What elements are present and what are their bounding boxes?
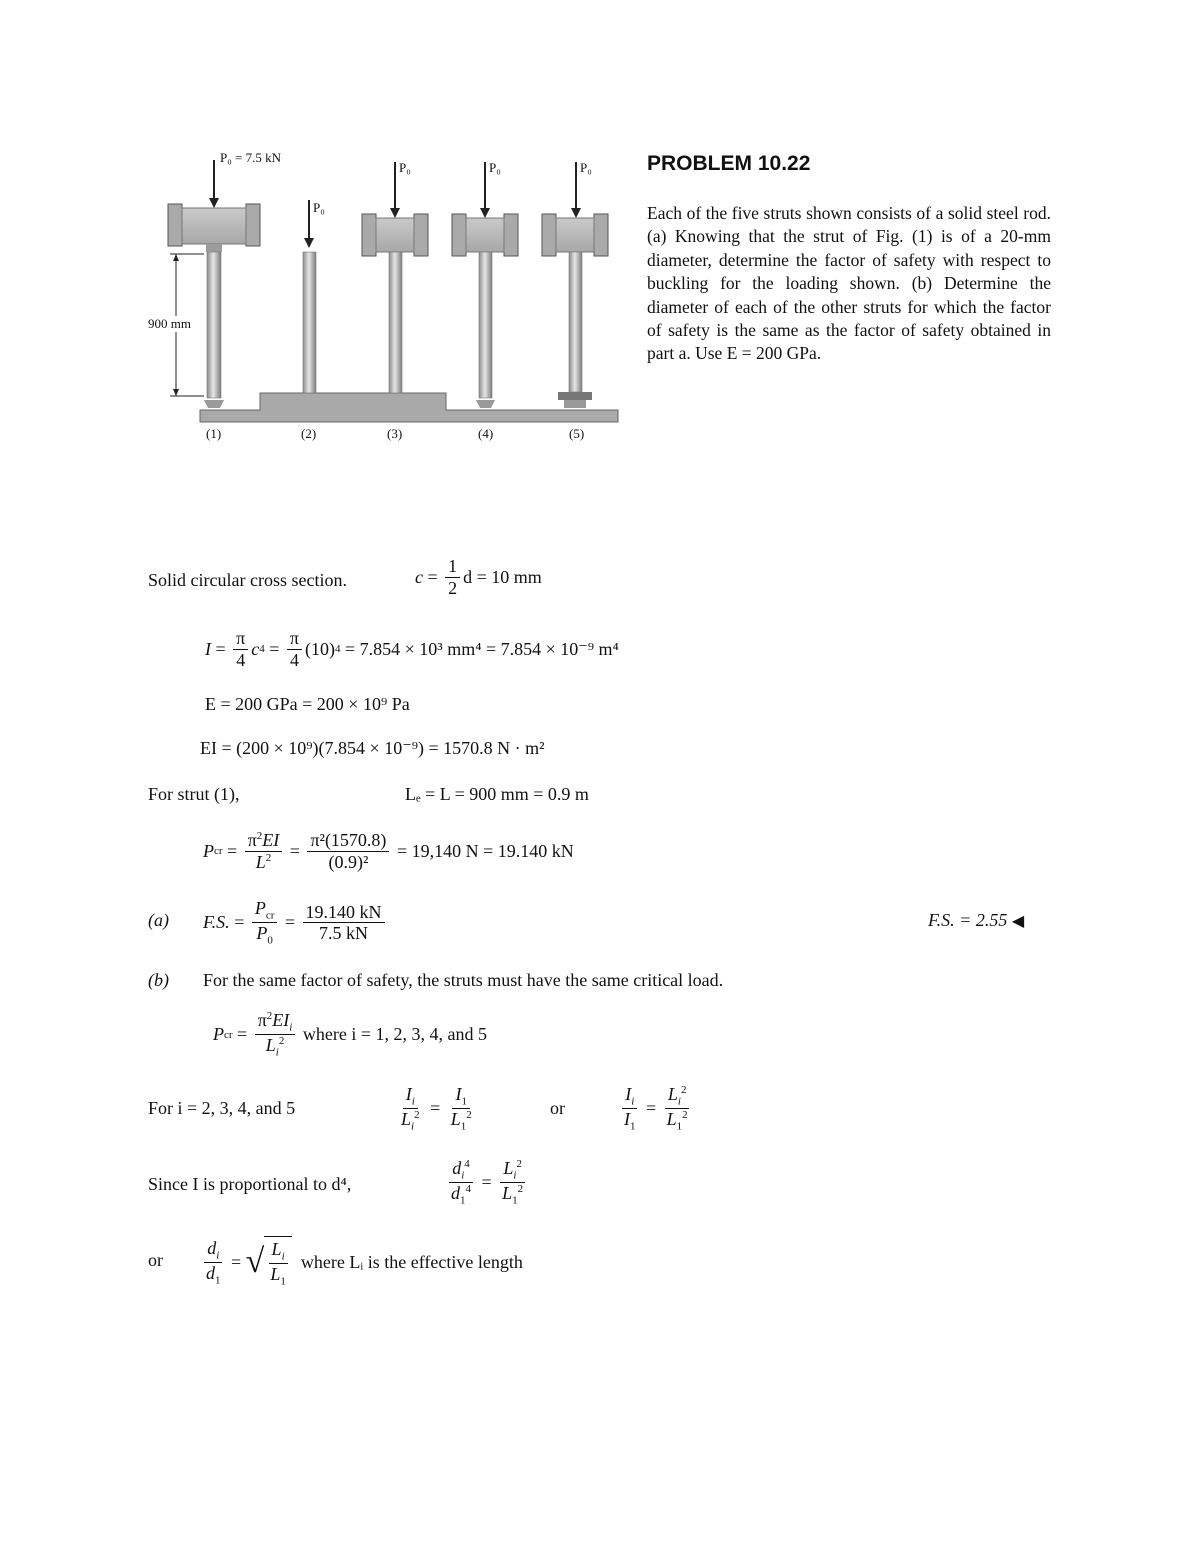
fs-answer-text: F.S. = 2.55 [928,910,1008,930]
strut1-label: For strut (1), [148,784,240,804]
Pcr-den: (0.9)² [328,851,369,872]
strut-number-2: (2) [301,426,317,441]
load-label-2: P₀ [313,200,325,215]
strut-3 [362,162,428,393]
dimension-label: 900 mm [148,316,191,331]
where-L: where Lᵢ is the effective length [300,1251,523,1272]
EI-line: EI = (200 × 10⁹)(7.854 × 10⁻⁹) = 1570.8 N · m² [200,738,545,758]
load-label-1: P₀ = 7.5 kN [220,150,281,165]
strut-number-5: (5) [569,426,585,441]
fs-den: 7.5 kN [319,923,369,944]
fs-equation: F.S. = $\frac{P_{cr}}{P_0}$ = $\frac{19.140 kN}{7.5 kN}$ [203,898,388,947]
ratio-equation-2: $\frac{I_i}{I_1}$ = $\frac{L_i^2}{L_1^2}$ [624,1084,688,1133]
part-a-label: (a) [148,910,169,930]
or-label-2: or [148,1250,163,1270]
ground-base [200,393,618,422]
Pcr-general-equation: P cr = $\frac{\pi^2EI_i}{L_i^2}$ where i = 1, 2, 3, 4, and 5 [213,1010,487,1059]
struts-figure [140,140,620,450]
strut-5 [542,162,608,408]
part-b-label: (b) [148,970,169,990]
section-label: Solid circular cross section. [148,570,347,590]
strut-number-3: (3) [387,426,403,441]
strut-4 [452,162,518,408]
I-equation: I = $\frac{\pi}{4}$ c 4 = $\frac{\pi}{4}$ (10) 4 = 7.854 × 10³ mm⁴ = 7.854 × 10⁻⁹ m⁴ [205,628,619,670]
ratio-equation-1: $\frac{I_i}{L_i^2}$ = $\frac{I_1}{L_1^2}$ [401,1084,472,1133]
d-ratio-equation: $\frac{d_i}{d_1}$ = √ $\frac{L_i}{L_1}$ where Lᵢ is the effective length [206,1237,523,1288]
strut-1 [168,160,260,408]
guide-right-1 [246,204,260,246]
answer-marker-icon: ◀ [1011,912,1025,930]
where-i: where i = 1, 2, 3, 4, and 5 [302,1024,487,1045]
Pcr-result: = 19,140 N = 19.140 kN [396,840,574,861]
since-label: Since I is proportional to d⁴, [148,1174,352,1194]
strut-number-1: (1) [206,426,222,441]
guide-left-1 [168,204,182,246]
load-label-4: P₀ [489,160,501,175]
strut-2 [303,200,316,393]
problem-title: PROBLEM 10.22 [647,152,811,175]
Pcr-num: π²(1570.8) [307,830,389,852]
E-line: E = 200 GPa = 200 × 10⁹ Pa [205,694,410,714]
problem-statement: Each of the five struts shown consists of a solid steel rod. (a) Knowing that the strut of Fig. (1) is of a 20-mm diameter, determine the factor of safety with respect to buckling for the loading shown. (b) Determine the diameter of each of the other struts for which the factor of safety is the same as the factor of safety obtained in part a. Use E = 200 GPa. [647,203,1051,364]
c-rhs: d = 10 mm [463,566,542,587]
fs-answer [928,910,1024,931]
d4-equation: $\frac{d_i^4}{d_1^4}$ = $\frac{L_i^2}{L_1^2}$ [451,1158,524,1207]
c-equation: c = $\frac{1}{2}$ d = 10 mm [415,556,542,598]
fs-num: 19.140 kN [303,902,385,924]
load-label-3: P₀ [399,160,411,175]
load-label-5: P₀ [580,160,592,175]
strut-number-4: (4) [478,426,494,441]
or-label-1: or [550,1098,565,1118]
for-i-label: For i = 2, 3, 4, and 5 [148,1098,296,1118]
Pcr-equation: P cr = $\frac{\pi^2EI}{L^2}$ = $\frac{\text{π²(1570.8)}}{\text{(0.9)²}}$ = 19,140 N = 19.140 kN [203,830,574,872]
sqrt-icon: √ $\frac{L_i}{L_1}$ [246,1236,292,1288]
Le-line: Lₑ = L = 900 mm = 0.9 m [405,784,589,804]
part-b-text: For the same factor of safety, the struts must have the same critical load. [203,970,724,990]
I-rhs: = 7.854 × 10³ mm⁴ = 7.854 × 10⁻⁹ m⁴ [345,638,619,659]
